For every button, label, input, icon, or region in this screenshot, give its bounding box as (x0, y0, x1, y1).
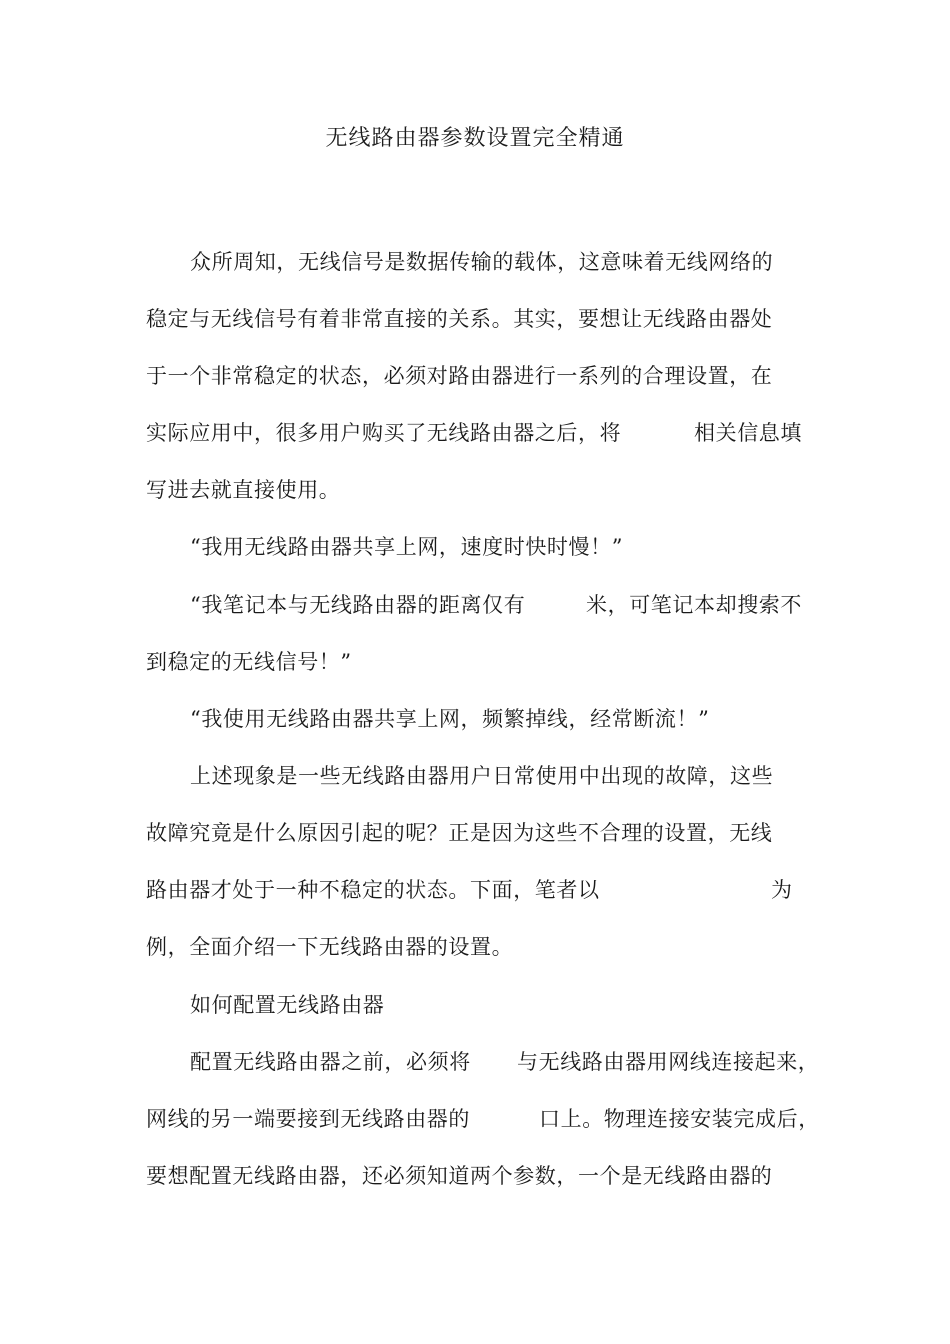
paragraph-line: 实际应用中，很多用户购买了无线路由器之后，将 (146, 421, 622, 445)
quote-line: 米，可笔记本却搜索不 (586, 593, 802, 617)
paragraph-line: 路由器才处于一种不稳定的状态。下面，笔者以 (146, 878, 600, 902)
quote-line: 到稳定的无线信号！” (146, 650, 352, 674)
quote-line: “我用无线路由器共享上网，速度时快时慢！” (190, 535, 624, 559)
quote-line: “我笔记本与无线路由器的距离仅有 (190, 593, 526, 617)
paragraph-line: 写进去就直接使用。 (146, 478, 341, 502)
paragraph-line: 例，全面介绍一下无线路由器的设置。 (146, 935, 514, 959)
quote-line: “我使用无线路由器共享上网，频繁掉线，经常断流！” (190, 707, 710, 731)
document-title: 无线路由器参数设置完全精通 (325, 126, 625, 151)
paragraph-line: 故障究竟是什么原因引起的呢？正是因为这些不合理的设置，无线 (146, 821, 773, 845)
paragraph-line: 要想配置无线路由器，还必须知道两个参数，一个是无线路由器的 (146, 1164, 773, 1188)
paragraph-line: 与无线路由器用网线连接起来， (517, 1050, 820, 1074)
paragraph-line: 稳定与无线信号有着非常直接的关系。其实，要想让无线路由器处 (146, 307, 773, 331)
paragraph-line: 口上。物理连接安装完成后， (539, 1107, 820, 1131)
section-heading: 如何配置无线路由器 (190, 993, 385, 1017)
paragraph-line: 网线的另一端要接到无线路由器的 (146, 1107, 470, 1131)
paragraph-line: 众所周知，无线信号是数据传输的载体，这意味着无线网络的 (190, 250, 774, 274)
paragraph-line: 配置无线路由器之前，必须将 (190, 1050, 471, 1074)
paragraph-line: 上述现象是一些无线路由器用户日常使用中出现的故障，这些 (190, 764, 774, 788)
paragraph-line: 为 (771, 878, 793, 902)
paragraph-line: 相关信息填 (694, 421, 802, 445)
paragraph-line: 于一个非常稳定的状态，必须对路由器进行一系列的合理设置，在 (146, 364, 773, 388)
